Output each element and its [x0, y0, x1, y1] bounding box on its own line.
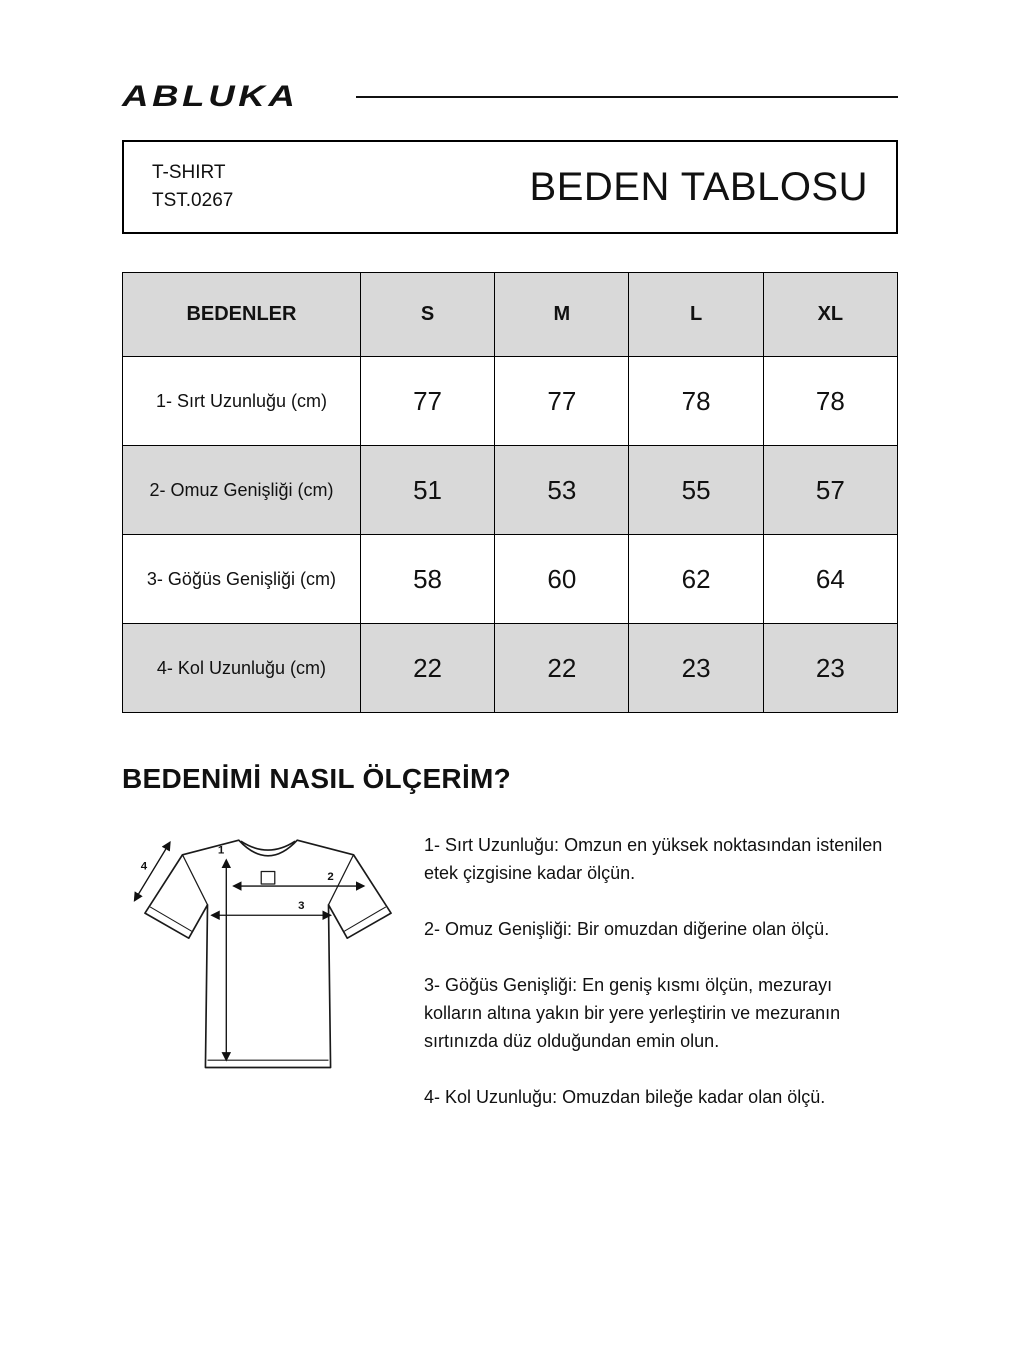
tshirt-diagram-svg: [122, 817, 414, 1099]
table-row-sleeve-length: [123, 624, 898, 713]
table-row-back-length: [123, 357, 898, 446]
size-value: 77: [495, 357, 629, 446]
size-table: [122, 272, 898, 713]
instruction-sleeve-length: 4- Kol Uzunluğu: Omuzdan bileğe kadar olan ölçü.: [424, 1087, 826, 1107]
col-header-s: S: [360, 273, 494, 357]
how-to-measure-heading: BEDENİMİ NASIL ÖLÇERİM?: [122, 763, 512, 794]
brand-logo: [122, 80, 348, 114]
size-value: 78: [629, 357, 763, 446]
table-header-row: [123, 273, 898, 357]
size-value: 57: [763, 446, 897, 535]
col-header-sizes: BEDENLER: [123, 273, 361, 357]
instruction-shoulder-width: 2- Omuz Genişliği: Bir omuzdan diğerine olan ölçü.: [424, 919, 830, 939]
how-to-section: [122, 817, 898, 1139]
size-value: 60: [495, 535, 629, 624]
brand-rule: [356, 96, 898, 98]
size-value: 53: [495, 446, 629, 535]
brand-logo-text: ABLUKA: [122, 80, 299, 113]
col-header-xl: XL: [763, 273, 897, 357]
table-row-shoulder-width: [123, 446, 898, 535]
instruction-back-length: 1- Sırt Uzunluğu: Omzun en yüksek noktasından istenilen etek çizgisine kadar ölçün.: [424, 835, 883, 883]
row-label: 2- Omuz Genişliği (cm): [123, 446, 361, 535]
size-value: 22: [495, 624, 629, 713]
diagram-label-2: 2: [327, 870, 334, 883]
diagram-label-1: 1: [217, 844, 225, 857]
measurement-instructions: [422, 817, 898, 1139]
table-row-chest-width: [123, 535, 898, 624]
tshirt-outline: [145, 840, 391, 1067]
row-label: 3- Göğüs Genişliği (cm): [123, 535, 361, 624]
size-chart-title: BEDEN TABLOSU: [529, 164, 868, 209]
row-label: 1- Sırt Uzunluğu (cm): [123, 357, 361, 446]
size-value: 77: [360, 357, 494, 446]
size-value: 51: [360, 446, 494, 535]
col-header-l: L: [629, 273, 763, 357]
size-value: 58: [360, 535, 494, 624]
diagram-label-4: 4: [140, 860, 148, 873]
brand-row: [122, 80, 898, 114]
size-value: 55: [629, 446, 763, 535]
tshirt-measurement-diagram: [122, 817, 422, 1104]
size-value: 62: [629, 535, 763, 624]
product-name: T-SHIRT: [152, 161, 226, 183]
size-value: 78: [763, 357, 897, 446]
size-value: 23: [629, 624, 763, 713]
size-value: 22: [360, 624, 494, 713]
product-code: TST.0267: [152, 190, 234, 211]
product-info: [152, 159, 233, 216]
diagram-label-3: 3: [298, 899, 305, 912]
size-value: 64: [763, 535, 897, 624]
size-value: 23: [763, 624, 897, 713]
title-box: [122, 140, 898, 234]
collar-tag: [261, 871, 275, 884]
row-label: 4- Kol Uzunluğu (cm): [123, 624, 361, 713]
instruction-chest-width: 3- Göğüs Genişliği: En geniş kısmı ölçün, mezurayı kolların altına yakın bir yere yerleştirin ve mezuranın sırtınızda düz olduğundan emin olun.: [424, 975, 841, 1051]
col-header-m: M: [495, 273, 629, 357]
